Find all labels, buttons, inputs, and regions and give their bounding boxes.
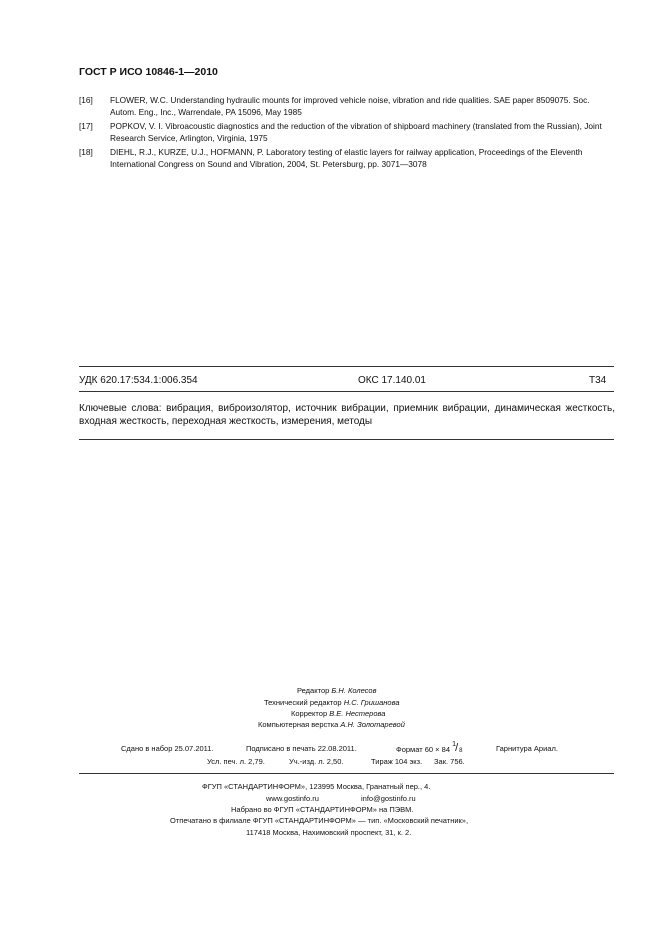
keywords: Ключевые слова: вибрация, виброизолятор, источник вибрации, приемник вибрации, динамическая жесткость, входная жесткость, переходная жесткость, измерения, методы [79,403,615,427]
order-number: Зак. 756. [434,757,465,766]
reference-number: [17] [79,121,93,131]
credit-tech-editor [264,698,400,707]
credit-name: Н.С. Гришанова [343,698,400,707]
credit-corrector [291,709,385,718]
oks-code: ОКС 17.140.01 [358,375,426,386]
document-header: ГОСТ Р ИСО 10846-1—2010 [79,66,218,78]
credit-name: В.Е. Нестерова [329,709,386,718]
reference-17 [79,121,615,144]
reference-number: [16] [79,95,93,105]
reference-18 [79,147,615,170]
divider-keywords [79,439,614,440]
typeset-info: Набрано во ФГУП «СТАНДАРТИНФОРМ» на ПЭВМ. [231,805,414,814]
reference-text: DIEHL, R.J., KURZE, U.J., HOFMANN, P. Laboratory testing of elastic layers for railway application, Proceedings of the Eleventh International Congress on Sound and Vibration, 2004, St. Petersburg, pp. 3071—3078 [110,147,583,169]
reference-text: FLOWER, W.C. Understanding hydraulic mounts for improved vehicle noise, vibration and ride qualities. SAE paper 8509075. Soc. Autom. Eng., Inc., Warrendale, PA 15096, May 1985 [110,95,590,117]
credit-role: Редактор [297,686,330,695]
format-fraction: 1 / 8 [452,741,463,754]
printed-at: Отпечатано в филиале ФГУП «СТАНДАРТИНФОРМ» — тип. «Московский печатник», [170,816,469,825]
format-times: × [435,744,440,754]
reference-number: [18] [79,147,93,157]
typeface: Гарнитура Ариал. [496,744,558,753]
reference-16 [79,95,615,118]
publisher-address: ФГУП «СТАНДАРТИНФОРМ», 123995 Москва, Гранатный пер., 4. [202,782,431,791]
signed-date: Подписано в печать 22.08.2011. [246,744,357,753]
fraction-denominator: 8 [459,748,463,754]
divider-top [79,366,614,367]
print-format [396,741,466,756]
printer-address: 117418 Москва, Нахимовский проспект, 31, к. 2. [246,828,412,837]
publisher-sheets: Уч.-изд. л. 2,50. [289,757,344,766]
credit-layout [258,720,405,729]
divider-bottom [79,773,614,774]
reference-text: POPKOV, V. I. Vibroacoustic diagnostics and the reduction of the vibration of shipboard machinery (translated from the Russian), Joint Research Service, Arlington, Virginia, 1975 [110,121,602,143]
credit-role: Компьютерная верстка [258,720,339,729]
publisher-website: www.gostinfo.ru [266,794,319,803]
credit-role: Технический редактор [264,698,342,707]
credit-name: А.Н. Золотаревой [340,720,405,729]
print-sheets: Усл. печ. л. 2,79. [207,757,265,766]
submitted-date: Сдано в набор 25.07.2011. [121,744,214,753]
credit-editor [297,686,377,695]
format-label: Формат 60 [396,744,434,754]
print-run: Тираж 104 экз. [371,757,423,766]
divider-middle [79,391,614,392]
credit-role: Корректор [291,709,328,718]
format-84: 84 [441,744,450,754]
udk-code: УДК 620.17:534.1:006.354 [79,375,198,386]
credit-name: Б.Н. Колесов [331,686,377,695]
category-code: Т34 [589,375,607,386]
publisher-email: info@gostinfo.ru [361,794,416,803]
fraction-numerator: 1 [452,741,456,748]
